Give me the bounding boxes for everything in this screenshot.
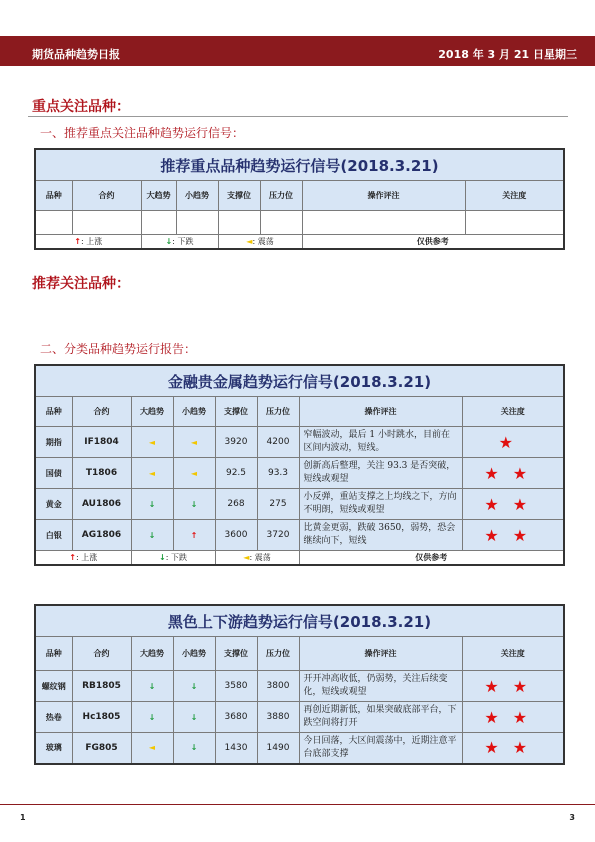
row-support: 3580: [215, 671, 257, 702]
down-arrow-icon: ↓: [148, 499, 156, 509]
sideways-arrow-icon: ◄: [148, 437, 156, 447]
row-small-trend: [173, 702, 215, 733]
sideways-arrow-icon: ◄: [148, 468, 156, 478]
row-code: FG805: [72, 733, 131, 764]
section-heading-recommended: 推荐关注品种：: [32, 276, 130, 292]
col-pressure: 压力位: [257, 397, 299, 427]
section-sub-recommended: 一、推荐重点关注品种趋势运行信号：: [40, 126, 245, 140]
row-code: Hc1805: [72, 702, 131, 733]
down-arrow-icon: ↓: [190, 712, 198, 722]
col-code: 合约: [72, 181, 141, 211]
row-big-trend: [131, 671, 173, 702]
row-small-trend: [173, 520, 215, 551]
row-code: AU1806: [72, 489, 131, 520]
col-small-trend: 小趋势: [173, 397, 215, 427]
legend-down: ↓: 下跌: [131, 551, 215, 566]
footer-divider: [0, 804, 595, 805]
star-icon: ★: [462, 427, 564, 458]
up-arrow-icon: ↑: [190, 530, 198, 540]
row-support: 92.5: [215, 458, 257, 489]
heading-divider: [28, 116, 568, 117]
sideways-arrow-icon: ◄: [243, 553, 250, 562]
row-code: AG1806: [72, 520, 131, 551]
row-big-trend: [131, 702, 173, 733]
row-support: 3680: [215, 702, 257, 733]
legend-up: ↑: 上涨: [35, 235, 141, 250]
down-arrow-icon: ↓: [148, 530, 156, 540]
sideways-arrow-icon: ◄: [190, 468, 198, 478]
col-small-trend: 小趋势: [176, 181, 218, 211]
sideways-arrow-icon: ◄: [148, 743, 156, 753]
row-name: 国债: [35, 458, 72, 489]
row-name: 玻璃: [35, 733, 72, 764]
col-name: 品种: [35, 181, 72, 211]
page-number-right: 3: [569, 813, 575, 822]
row-big-trend: [131, 458, 173, 489]
row-big-trend: [131, 520, 173, 551]
row-small-trend: [173, 671, 215, 702]
legend-note: 仅供参考: [299, 551, 564, 566]
table-row: [35, 520, 564, 551]
page-number-left: 1: [20, 813, 26, 822]
col-code: 合约: [72, 397, 131, 427]
sideways-arrow-icon: ◄: [190, 437, 198, 447]
row-pressure: 275: [257, 489, 299, 520]
down-arrow-icon: ↓: [165, 237, 173, 246]
down-arrow-icon: ↓: [148, 681, 156, 691]
col-pressure: 压力位: [257, 637, 299, 671]
row-comment: 窄幅波动，最后 1 小时跳水，目前在区间内波动，短线。: [299, 427, 462, 458]
row-name: 黄金: [35, 489, 72, 520]
row-small-trend: [173, 733, 215, 764]
table-title: 金融贵金属趋势运行信号(2018.3.21): [35, 365, 564, 397]
row-code: IF1804: [72, 427, 131, 458]
down-arrow-icon: ↓: [190, 681, 198, 691]
col-big-trend: 大趋势: [141, 181, 176, 211]
star-icon: ★★: [462, 489, 564, 520]
row-support: 1430: [215, 733, 257, 764]
row-comment: 再创近期新低，如果突破底部平台，下跌空间将打开: [299, 702, 462, 733]
row-comment: 创新高后整理，关注 93.3 是否突破，短线或观望: [299, 458, 462, 489]
col-attention: 关注度: [462, 637, 564, 671]
star-icon: ★★: [462, 458, 564, 489]
row-comment: 小反弹，重站支撑之上均线之下，方向不明朗，短线或观望: [299, 489, 462, 520]
row-small-trend: [173, 427, 215, 458]
row-big-trend: [131, 733, 173, 764]
finance-metals-signal-table: [34, 364, 565, 566]
report-title: 期货品种趋势日报: [32, 48, 120, 61]
row-pressure: 3720: [257, 520, 299, 551]
col-name: 品种: [35, 637, 72, 671]
star-icon: ★★: [462, 671, 564, 702]
col-small-trend: 小趋势: [173, 637, 215, 671]
row-support: 3920: [215, 427, 257, 458]
down-arrow-icon: ↓: [159, 553, 166, 562]
recommended-signal-table: [34, 148, 565, 250]
ferrous-chain-signal-table: [34, 604, 565, 765]
row-pressure: 1490: [257, 733, 299, 764]
down-arrow-icon: ↓: [190, 743, 198, 753]
row-support: 3600: [215, 520, 257, 551]
col-big-trend: 大趋势: [131, 397, 173, 427]
row-pressure: 4200: [257, 427, 299, 458]
row-name: 期指: [35, 427, 72, 458]
legend-note: 仅供参考: [302, 235, 564, 250]
table-row: [35, 489, 564, 520]
row-support: 268: [215, 489, 257, 520]
row-pressure: 3800: [257, 671, 299, 702]
row-pressure: 3880: [257, 702, 299, 733]
table-title: 推荐重点品种趋势运行信号(2018.3.21): [35, 149, 564, 181]
star-icon: ★★: [462, 702, 564, 733]
col-name: 品种: [35, 397, 72, 427]
row-big-trend: [131, 489, 173, 520]
section-heading-key: 重点关注品种：: [32, 99, 130, 115]
down-arrow-icon: ↓: [148, 712, 156, 722]
section-sub-category: 二、分类品种趋势运行报告：: [40, 342, 197, 356]
up-arrow-icon: ↑: [69, 553, 76, 562]
col-comment: 操作评注: [302, 181, 465, 211]
report-date: 2018 年 3 月 21 日星期三: [438, 48, 577, 61]
col-pressure: 压力位: [260, 181, 302, 211]
row-name: 热卷: [35, 702, 72, 733]
col-attention: 关注度: [465, 181, 564, 211]
row-code: T1806: [72, 458, 131, 489]
col-support: 支撑位: [218, 181, 260, 211]
legend-up: ↑: 上涨: [35, 551, 131, 566]
row-pressure: 93.3: [257, 458, 299, 489]
up-arrow-icon: ↑: [74, 237, 81, 246]
row-small-trend: [173, 458, 215, 489]
row-comment: 今日回落，大区间震荡中，近期注意平台底部支撑: [299, 733, 462, 764]
col-attention: 关注度: [462, 397, 564, 427]
row-name: 白银: [35, 520, 72, 551]
col-big-trend: 大趋势: [131, 637, 173, 671]
sideways-arrow-icon: ◄: [246, 237, 253, 246]
table-row: [35, 702, 564, 733]
table-row: [35, 733, 564, 764]
row-small-trend: [173, 489, 215, 520]
table-row: [35, 458, 564, 489]
star-icon: ★★: [462, 733, 564, 764]
col-comment: 操作评注: [299, 397, 462, 427]
legend-flat: ◄: 震荡: [218, 235, 302, 250]
row-comment: 比黄金更弱，跌破 3650，弱势，恐会继续向下，短线: [299, 520, 462, 551]
table-title: 黑色上下游趋势运行信号(2018.3.21): [35, 605, 564, 637]
row-big-trend: [131, 427, 173, 458]
row-comment: 开开冲高收低，仍弱势，关注后续变化，短线或观望: [299, 671, 462, 702]
col-support: 支撑位: [215, 637, 257, 671]
col-comment: 操作评注: [299, 637, 462, 671]
row-code: RB1805: [72, 671, 131, 702]
col-support: 支撑位: [215, 397, 257, 427]
star-icon: ★★: [462, 520, 564, 551]
col-code: 合约: [72, 637, 131, 671]
row-name: 螺纹钢: [35, 671, 72, 702]
legend-down: ↓: 下跌: [141, 235, 218, 250]
legend-flat: ◄: 震荡: [215, 551, 299, 566]
table-row: [35, 427, 564, 458]
table-row: [35, 671, 564, 702]
down-arrow-icon: ↓: [190, 499, 198, 509]
